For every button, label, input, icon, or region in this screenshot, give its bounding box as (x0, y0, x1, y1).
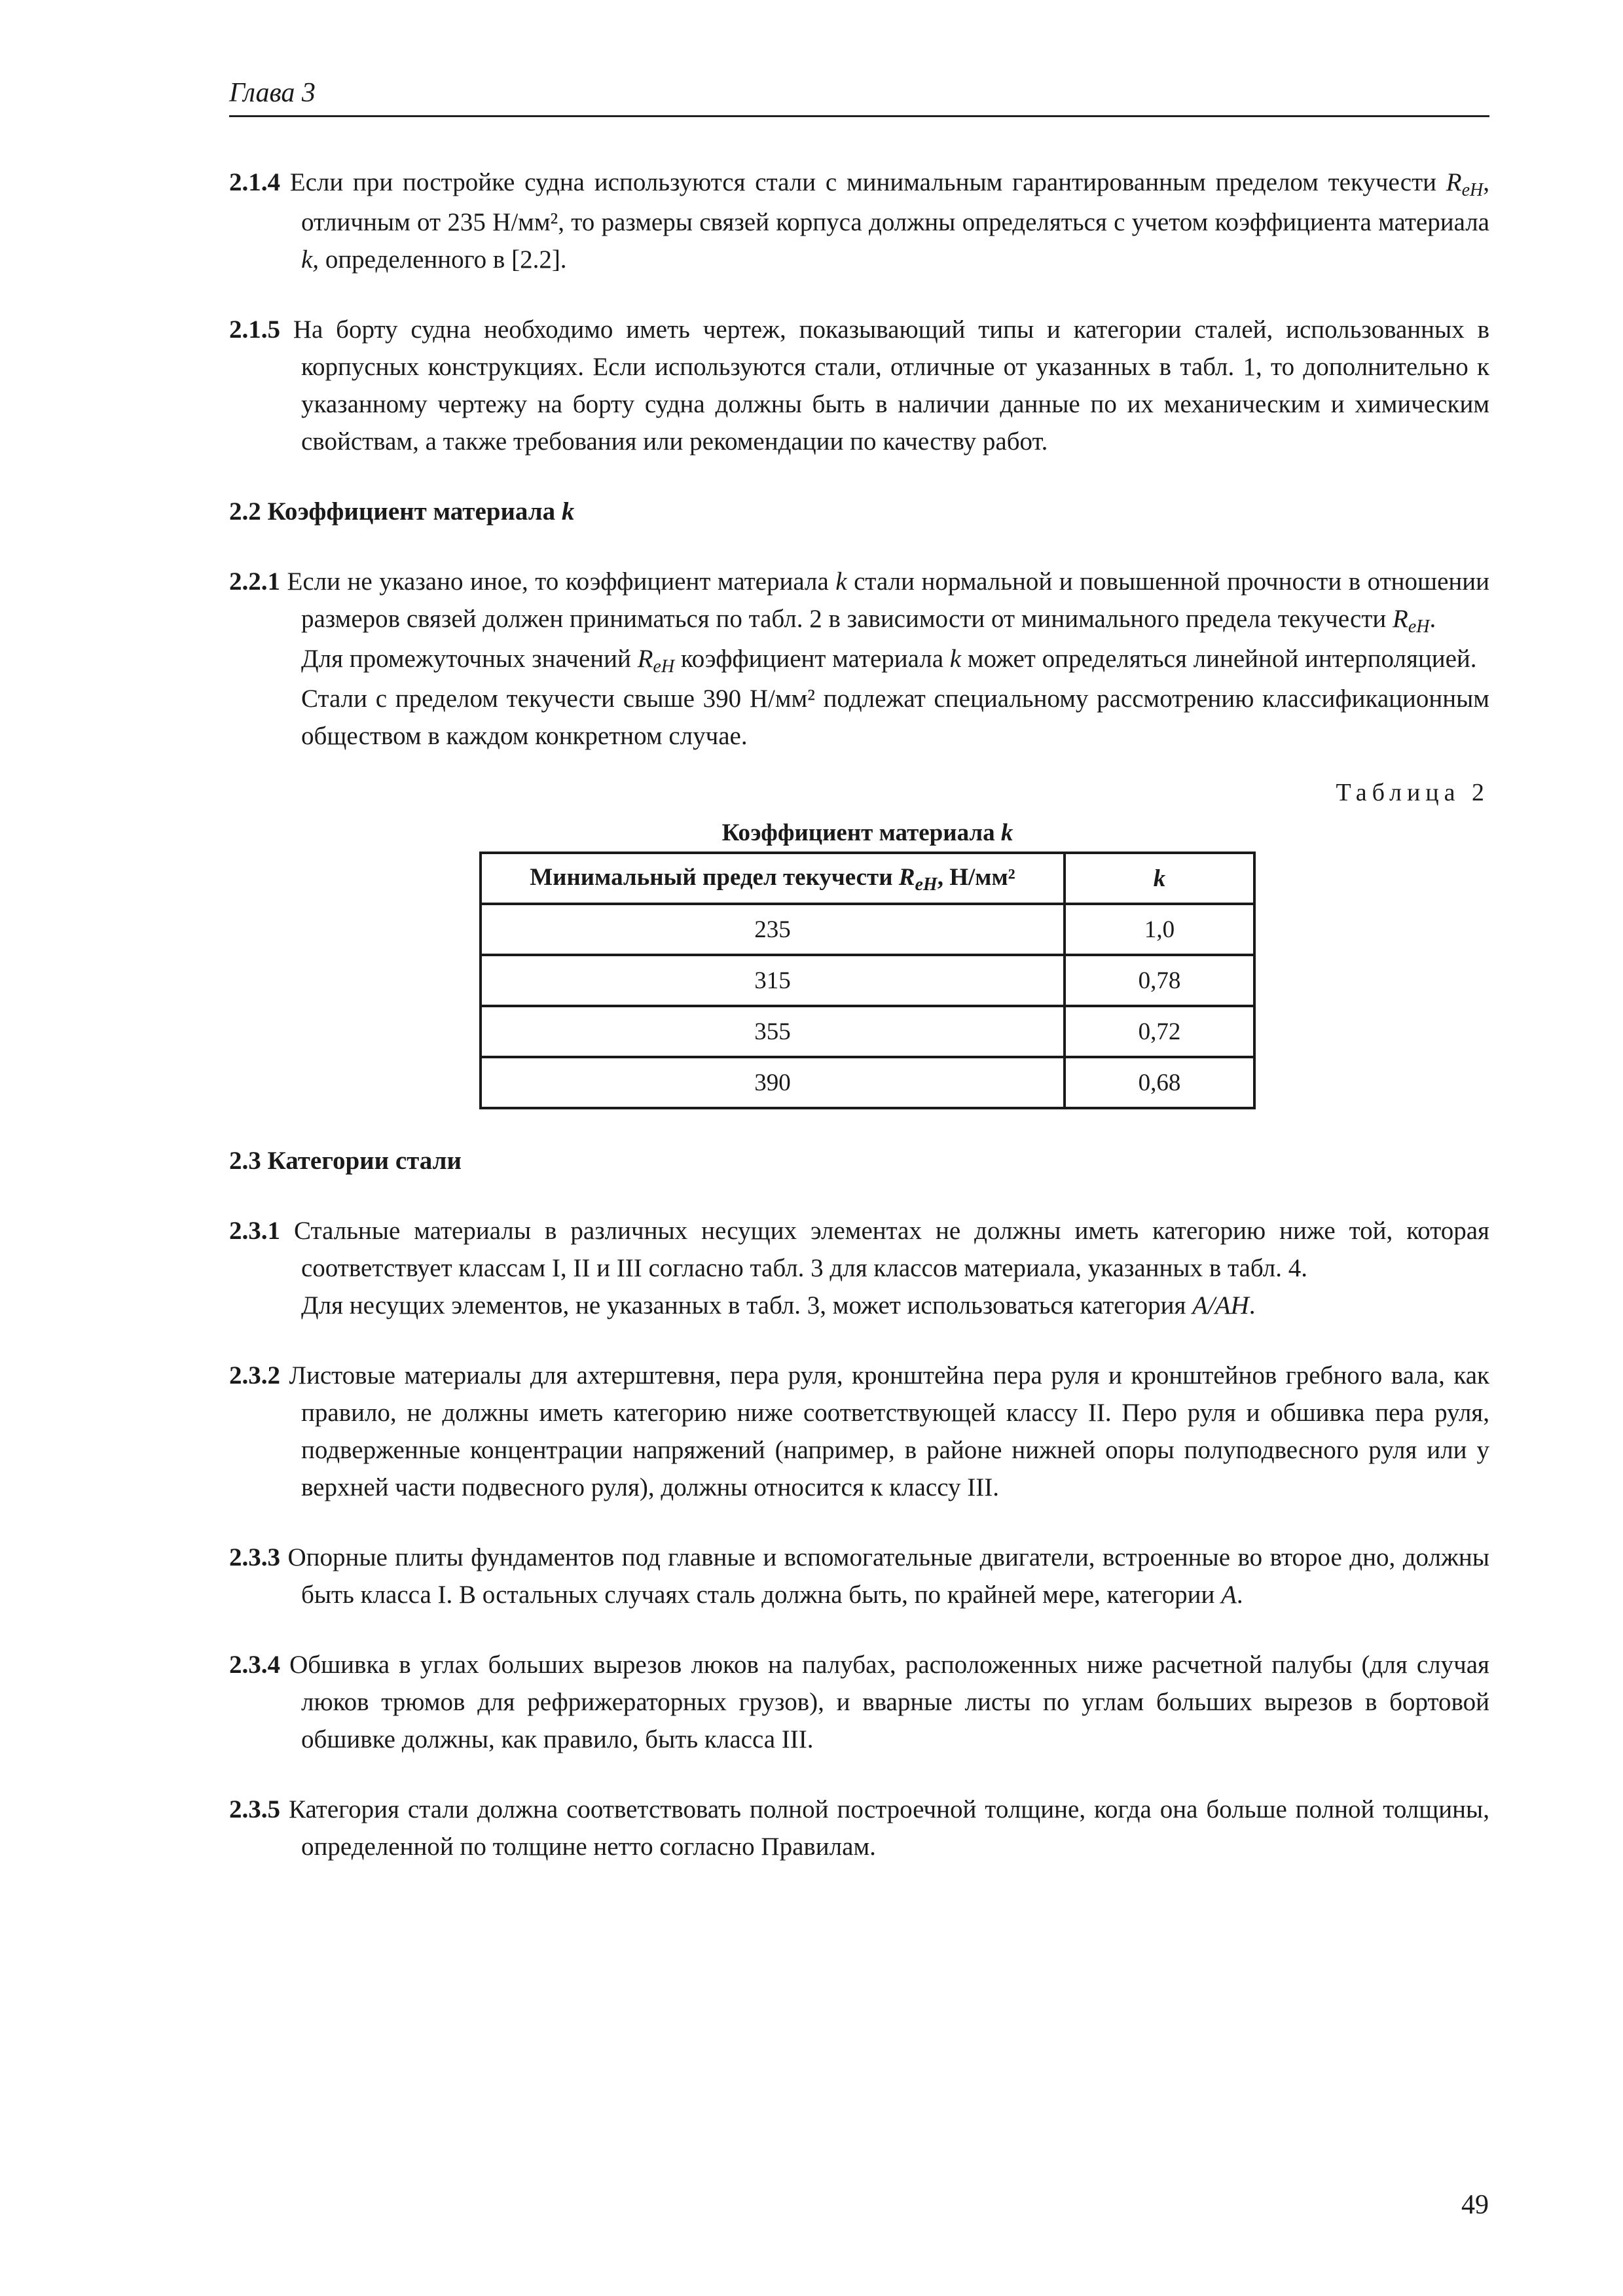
table-cell-reh: 235 (481, 904, 1065, 955)
symbol-k: k (949, 645, 962, 673)
symbol-k: k, (301, 245, 319, 274)
paragraph-continuation (301, 1287, 1489, 1324)
table-cell-reh: 315 (481, 955, 1065, 1006)
paragraph-text: коэффициент материала (674, 645, 950, 673)
symbol-subscript: eH (1461, 180, 1484, 200)
symbol-subscript: eH (915, 874, 938, 895)
paragraph-text: . (1236, 1581, 1243, 1609)
symbol-k: k (1000, 819, 1013, 846)
table-cell-k: 1,0 (1065, 904, 1254, 955)
table-title (479, 814, 1256, 852)
table-row (481, 904, 1254, 955)
header-text: Минимальный предел текучести (530, 864, 899, 891)
clause-number: 2.1.5 (229, 315, 280, 344)
section-heading-2-3: 2.3 Категории стали (229, 1147, 462, 1175)
paragraph-2-1-5 (229, 311, 1489, 460)
table-row (481, 955, 1254, 1006)
page-number: 49 (1461, 2190, 1489, 2220)
table-cell-k: 0,72 (1065, 1006, 1254, 1057)
steel-category: A (1221, 1581, 1237, 1609)
paragraph-2-3-3 (229, 1539, 1489, 1613)
paragraph-text: Обшивка в углах больших вырезов люков на палубах, расположенных ниже расчетной палубы (для случая люков трюмов для рефрижераторных грузов), и вварные листы по углам больших вырезов в бортовой обшивке должны, как правило, быть класса III. (280, 1651, 1489, 1753)
clause-number: 2.3.5 (229, 1795, 280, 1823)
paragraph-text: Для промежуточных значений (301, 645, 638, 673)
column-header-yield-strength (481, 853, 1065, 904)
header-text: , Н/мм² (937, 864, 1015, 891)
table-title-text: Коэффициент материала (721, 819, 1001, 846)
clause-number: 2.3.2 (229, 1361, 280, 1390)
paragraph-text: определенного в [2.2]. (319, 245, 567, 274)
section-heading-2-2 (229, 493, 1489, 530)
table-caption: Таблица 2 (1336, 779, 1489, 806)
symbol-subscript: eH (653, 656, 675, 677)
paragraph-continuation: Стали с пределом текучести свыше 390 Н/мм² подлежат специальному рассмотрению классификационным обществом в каждом конкретном случае. (301, 685, 1489, 750)
paragraph-text: На борту судна необходимо иметь чертеж, показывающий типы и категории сталей, использованных в корпусных конструкциях. Если используются стали, отличные от указанных в табл. 1, то дополнительно к указанному чертежу на борту судна должны быть в наличии данные по их механическим и химическим свойствам, а также требования или рекомендации по качеству работ. (280, 315, 1489, 456)
paragraph-2-3-5 (229, 1791, 1489, 1865)
table-row (481, 1006, 1254, 1057)
material-coefficient-table (479, 852, 1256, 1109)
symbol-r: R (637, 645, 653, 673)
paragraph-text: стали нормальной и повышенной прочности в отношении размеров связей должен приниматься по табл. 2 в зависимости от минимального предела текучести (301, 567, 1489, 633)
table-row (481, 1057, 1254, 1108)
paragraph-2-3-1 (229, 1212, 1489, 1324)
section-title: 2.2 Коэффициент материала (229, 497, 562, 526)
symbol-subscript: eH (1408, 617, 1430, 637)
table-header-row (481, 853, 1254, 904)
paragraph-text: Если не указано иное, то коэффициент материала (280, 567, 836, 596)
paragraph-text: Опорные плиты фундаментов под главные и вспомогательные двигатели, встроенные во второе дно, должны быть класса I. В остальных случаях сталь должна быть, по крайней мере, категории (280, 1543, 1489, 1609)
table-cell-reh: 355 (481, 1006, 1065, 1057)
symbol-k: k (835, 567, 847, 596)
clause-number: 2.3.4 (229, 1651, 280, 1679)
header-divider (229, 115, 1489, 117)
paragraph-text: Категория стали должна соответствовать полной построечной толщине, когда она больше полной толщины, определенной по толщине нетто согласно Правилам. (280, 1795, 1489, 1861)
symbol-r: R (1446, 168, 1462, 196)
paragraph-text: Стальные материалы в различных несущих элементах не должны иметь категорию ниже той, которая соответствует классам I, II и III согласно табл. 3 для классов материала, указанных в табл. 4. (280, 1217, 1489, 1282)
clause-number: 2.1.4 (229, 168, 280, 196)
paragraph-text: Если при постройке судна используются стали с минимальным гарантированным пределом текучести (280, 168, 1446, 196)
paragraph-text: . (1249, 1291, 1256, 1319)
steel-category: A/AH (1192, 1291, 1249, 1319)
paragraph-text: , отличным от 235 Н/мм², то размеры связей корпуса должны определяться с учетом коэффициента материала (301, 168, 1489, 236)
paragraph-text: Листовые материалы для ахтерштевня, пера руля, кронштейна пера руля и кронштейнов гребного вала, как правило, не должны иметь категорию ниже соответствующей классу II. Перо руля и обшивка пера руля, подверженные концентрации напряжений (например, в районе нижней опоры полуподвесного руля или у верхней части подвесного руля), должны относится к классу III. (280, 1361, 1489, 1501)
clause-number: 2.3.3 (229, 1543, 280, 1571)
paragraph-text: . (1429, 605, 1436, 633)
table-cell-k: 0,68 (1065, 1057, 1254, 1108)
paragraph-text: может определяться линейной интерполяцией. (961, 645, 1477, 673)
symbol-r: R (1392, 605, 1408, 633)
clause-number: 2.2.1 (229, 567, 280, 596)
paragraph-text: Для несущих элементов, не указанных в табл. 3, может использоваться категория (301, 1291, 1193, 1319)
column-header-k: k (1065, 853, 1254, 904)
paragraph-2-1-4 (229, 164, 1489, 278)
table-cell-reh: 390 (481, 1057, 1065, 1108)
chapter-header: Глава 3 (229, 78, 316, 108)
paragraph-continuation (301, 640, 1489, 680)
symbol-r: R (898, 864, 915, 891)
paragraph-2-2-1 (229, 563, 1489, 755)
clause-number: 2.3.1 (229, 1217, 280, 1245)
paragraph-2-3-2 (229, 1357, 1489, 1506)
table-cell-k: 0,78 (1065, 955, 1254, 1006)
paragraph-2-3-4 (229, 1646, 1489, 1758)
symbol-k: k (561, 497, 575, 526)
page-body (229, 164, 1489, 1898)
